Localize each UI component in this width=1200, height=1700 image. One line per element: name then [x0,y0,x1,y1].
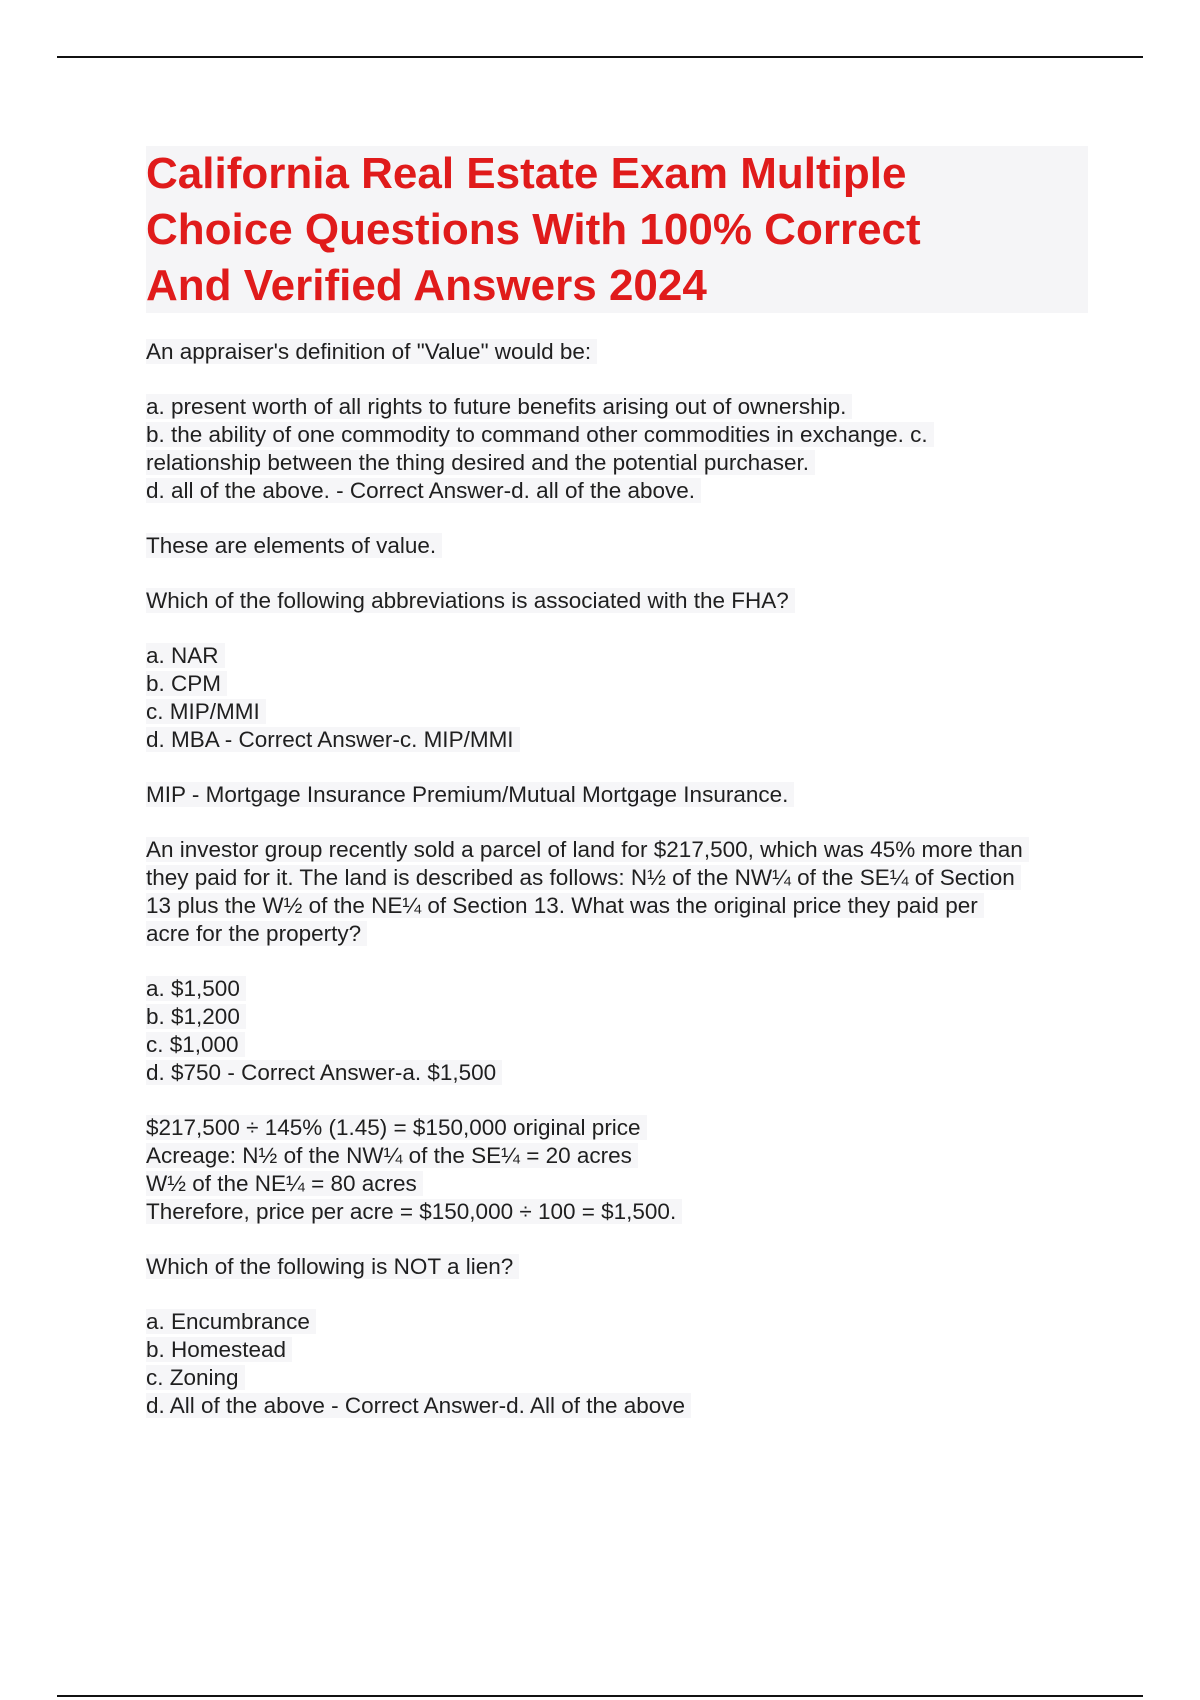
option-item: b. CPM [146,671,227,696]
question-1-options [146,393,1106,505]
footer-rule [57,1695,1143,1697]
option-answer: d. $750 - Correct Answer-a. $1,500 [146,1060,502,1085]
question-3 [146,836,1106,948]
option-item: b. the ability of one commodity to command other commodities in exchange. c. [146,422,934,447]
title-line: California Real Estate Exam Multiple [146,149,907,198]
question-1 [146,338,1106,366]
option-item: b. Homestead [146,1337,292,1362]
option-item: c. Zoning [146,1365,245,1390]
question-3-explanation [146,1114,1106,1226]
question-4-options [146,1308,1106,1420]
question-4 [146,1253,1106,1281]
explanation-text: These are elements of value. [146,533,442,558]
document-body [146,338,1106,1447]
question-2-explanation [146,781,1106,809]
option-item: c. $1,000 [146,1032,245,1057]
explanation-text: W½ of the NE¼ = 80 acres [146,1171,423,1196]
option-answer: d. MBA - Correct Answer-c. MIP/MMI [146,727,520,752]
question-3-options [146,975,1106,1087]
question-text: they paid for it. The land is described as follows: N½ of the NW¼ of the SE¼ of Section [146,865,1021,890]
document-title [146,146,1088,314]
option-item: b. $1,200 [146,1004,246,1029]
question-text: An appraiser's definition of "Value" would be: [146,339,597,364]
question-text: 13 plus the W½ of the NE¼ of Section 13. What was the original price they paid per [146,893,984,918]
explanation-text: $217,500 ÷ 145% (1.45) = $150,000 original price [146,1115,647,1140]
question-1-explanation [146,532,1106,560]
question-2-options [146,642,1106,754]
option-item: a. present worth of all rights to future benefits arising out of ownership. [146,394,852,419]
header-rule [57,56,1143,58]
option-answer: d. All of the above - Correct Answer-d. All of the above [146,1393,691,1418]
option-item: a. Encumbrance [146,1309,316,1334]
explanation-text: MIP - Mortgage Insurance Premium/Mutual Mortgage Insurance. [146,782,794,807]
explanation-text: Acreage: N½ of the NW¼ of the SE¼ = 20 acres [146,1143,638,1168]
question-text: An investor group recently sold a parcel of land for $217,500, which was 45% more than [146,837,1029,862]
question-2 [146,587,1106,615]
option-item: a. $1,500 [146,976,246,1001]
option-answer: d. all of the above. - Correct Answer-d. all of the above. [146,478,701,503]
option-item: relationship between the thing desired and the potential purchaser. [146,450,815,475]
option-item: c. MIP/MMI [146,699,266,724]
title-line: Choice Questions With 100% Correct [146,205,921,254]
question-text: Which of the following abbreviations is associated with the FHA? [146,588,795,613]
title-line: And Verified Answers 2024 [146,261,707,310]
question-text: acre for the property? [146,921,367,946]
question-text: Which of the following is NOT a lien? [146,1254,519,1279]
option-item: a. NAR [146,643,225,668]
explanation-text: Therefore, price per acre = $150,000 ÷ 100 = $1,500. [146,1199,682,1224]
